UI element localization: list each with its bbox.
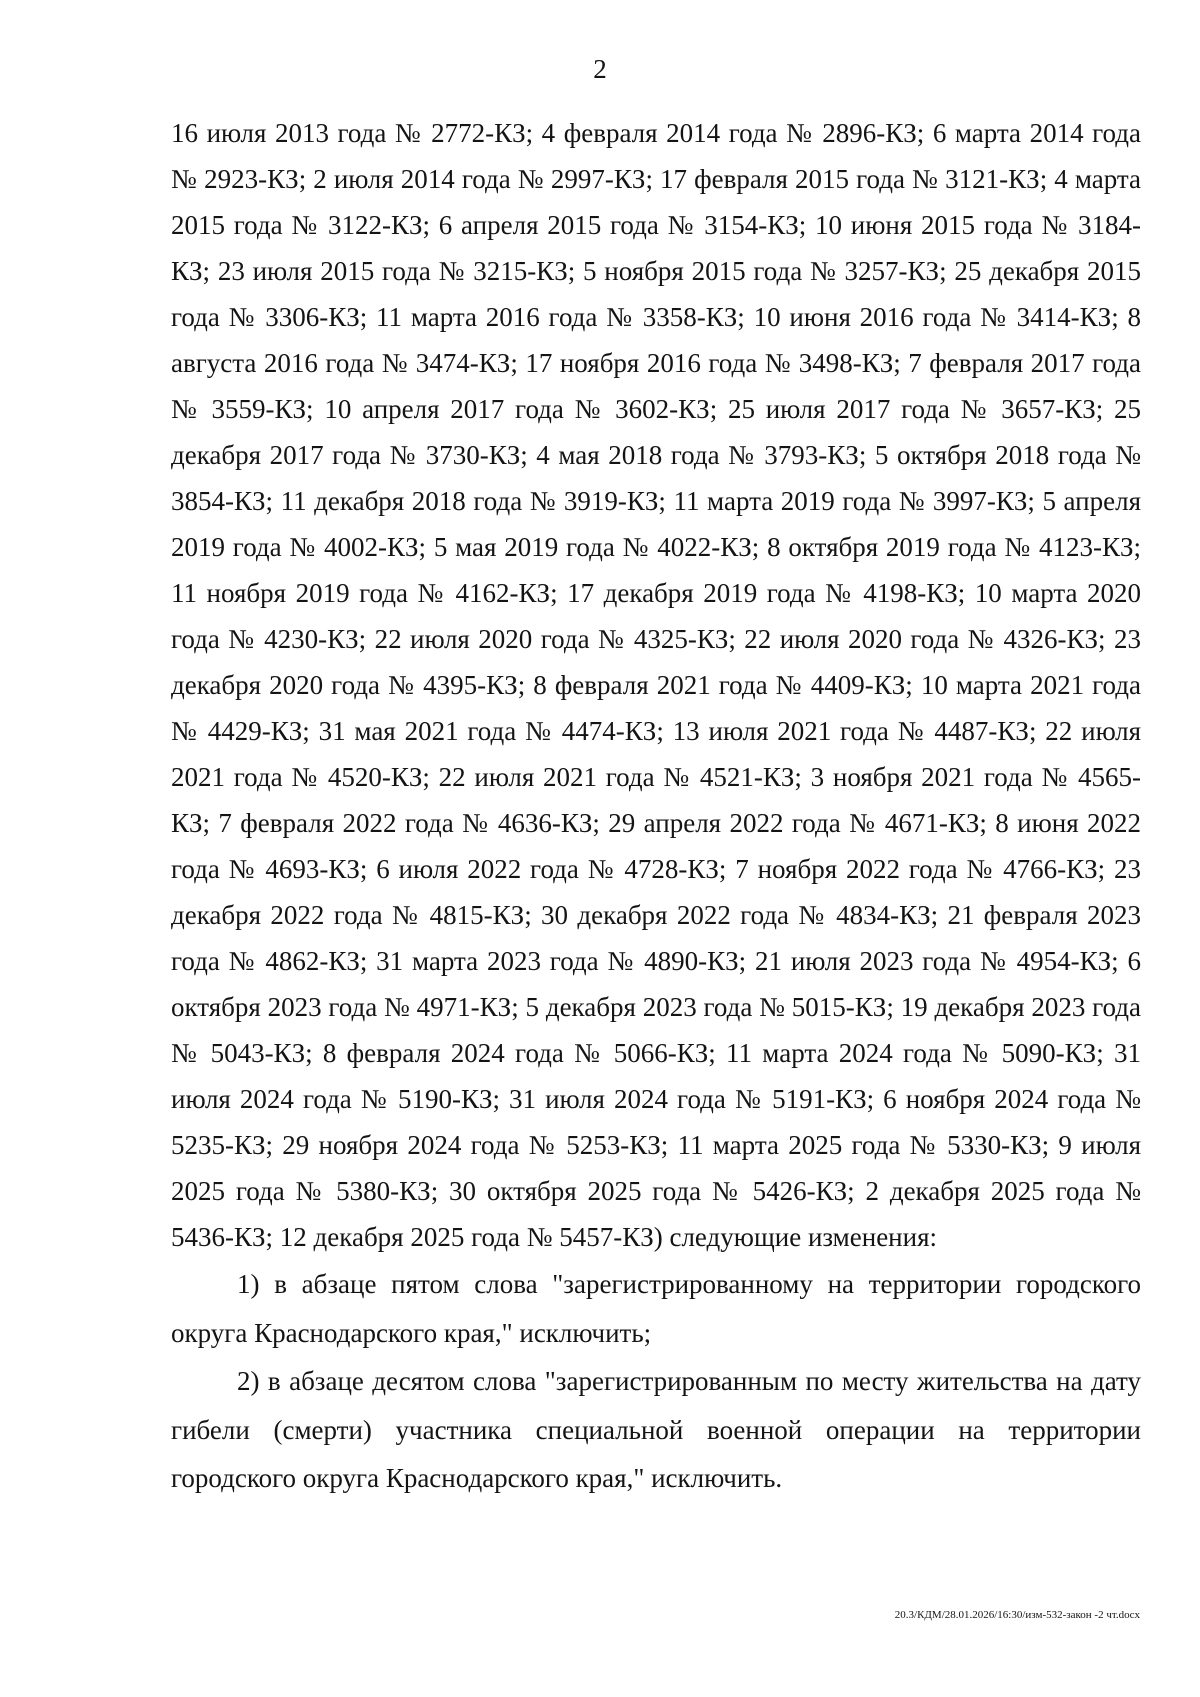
amendment-item-2: 2) в абзаце десятом слова "зарегистрированным по месту жительства на дату гибели (смерти) участника специальной военной операции на территории городского округа Краснодарского края," исключить.: [171, 1366, 1141, 1493]
document-body: [171, 110, 1141, 1503]
intro-paragraph: 16 июля 2013 года № 2772-КЗ; 4 февраля 2014 года № 2896-КЗ; 6 марта 2014 года № 2923-КЗ; 2 июля 2014 года № 2997-КЗ; 17 февраля 2015 года № 3121-КЗ; 4 марта 2015 года № 3122-КЗ; 6 апреля 2015 года № 3154-КЗ; 10 июня 2015 года № 3184-КЗ; 23 июля 2015 года № 3215-КЗ; 5 ноября 2015 года № 3257-КЗ; 25 декабря 2015 года № 3306-КЗ; 11 марта 2016 года № 3358-КЗ; 10 июня 2016 года № 3414-КЗ; 8 августа 2016 года № 3474-КЗ; 17 ноября 2016 года № 3498-КЗ; 7 февраля 2017 года № 3559-КЗ; 10 апреля 2017 года № 3602-КЗ; 25 июля 2017 года № 3657-КЗ; 25 декабря 2017 года № 3730-КЗ; 4 мая 2018 года № 3793-КЗ; 5 октября 2018 года № 3854-КЗ; 11 декабря 2018 года № 3919-КЗ; 11 марта 2019 года № 3997-КЗ; 5 апреля 2019 года № 4002-КЗ; 5 мая 2019 года № 4022-КЗ; 8 октября 2019 года № 4123-КЗ; 11 ноября 2019 года № 4162-КЗ; 17 декабря 2019 года № 4198-КЗ; 10 марта 2020 года № 4230-КЗ; 22 июля 2020 года № 4325-КЗ; 22 июля 2020 года № 4326-КЗ; 23 декабря 2020 года № 4395-КЗ; 8 февраля 2021 года № 4409-КЗ; 10 марта 2021 года № 4429-КЗ; 31 мая 2021 года № 4474-КЗ; 13 июля 2021 года № 4487-КЗ; 22 июля 2021 года № 4520-КЗ; 22 июля 2021 года № 4521-КЗ; 3 ноября 2021 года № 4565-КЗ; 7 февраля 2022 года № 4636-КЗ; 29 апреля 2022 года № 4671-КЗ; 8 июня 2022 года № 4693-КЗ; 6 июля 2022 года № 4728-КЗ; 7 ноября 2022 года № 4766-КЗ; 23 декабря 2022 года № 4815-КЗ; 30 декабря 2022 года № 4834-КЗ; 21 февраля 2023 года № 4862-КЗ; 31 марта 2023 года № 4890-КЗ; 21 июля 2023 года № 4954-КЗ; 6 октября 2023 года № 4971-КЗ; 5 декабря 2023 года № 5015-КЗ; 19 декабря 2023 года № 5043-КЗ; 8 февраля 2024 года № 5066-КЗ; 11 марта 2024 года № 5090-КЗ; 31 июля 2024 года № 5190-КЗ; 31 июля 2024 года № 5191-КЗ; 6 ноября 2024 года № 5235-КЗ; 29 ноября 2024 года № 5253-КЗ; 11 марта 2025 года № 5330-КЗ; 9 июля 2025 года № 5380-КЗ; 30 октября 2025 года № 5426-КЗ; 2 декабря 2025 года № 5436-КЗ; 12 декабря 2025 года № 5457-КЗ) следующие изменения:: [171, 118, 1141, 1252]
footer-file-code: 20.3/КДМ/28.01.2026/16:30/изм-532-закон -2 чт.docx: [894, 1609, 1140, 1621]
page-number: 2: [593, 54, 607, 84]
amendment-item-1: 1) в абзаце пятом слова "зарегистрированному на территории городского округа Краснодарского края," исключить;: [171, 1269, 1141, 1348]
